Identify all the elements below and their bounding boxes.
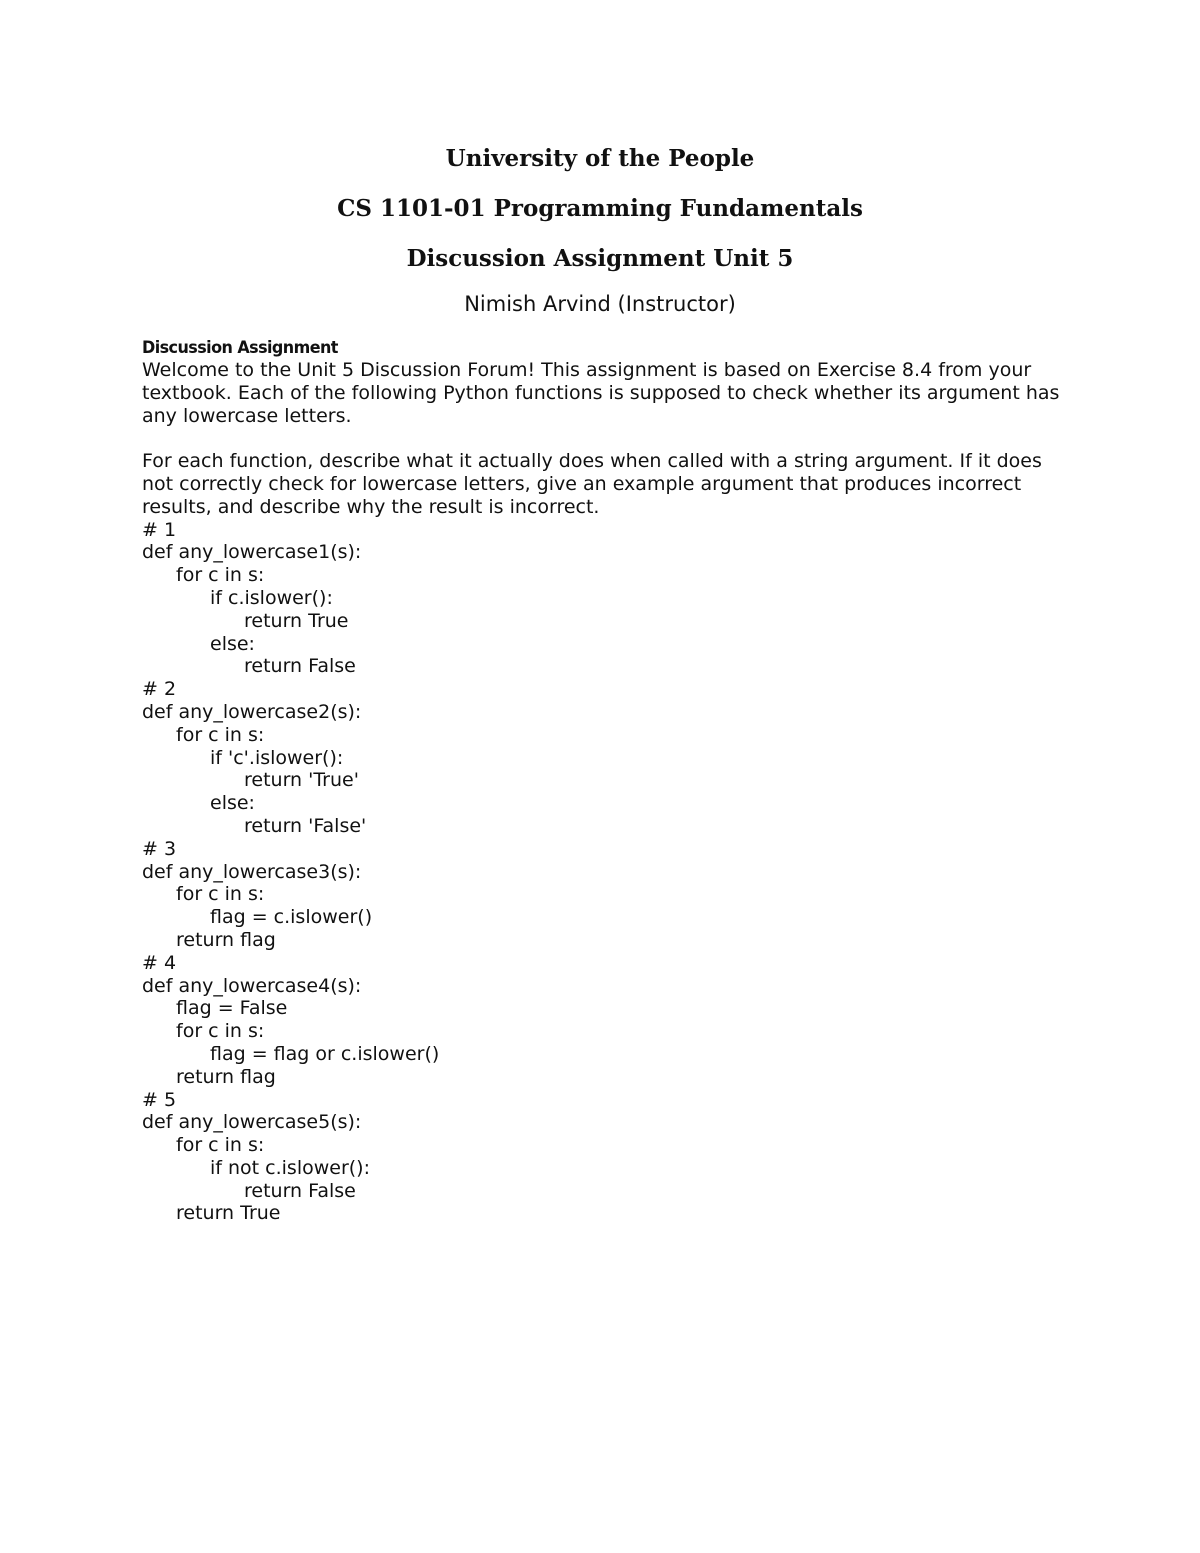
code-line: for c in s: bbox=[176, 883, 265, 906]
code-line: return 'False' bbox=[244, 814, 367, 837]
code-def-3: def any_lowercase3(s): bbox=[142, 860, 362, 883]
code-line: return flag bbox=[176, 928, 276, 951]
assignment-title: Discussion Assignment Unit 5 bbox=[406, 245, 794, 272]
code-line: if 'c'.islower(): bbox=[210, 746, 344, 769]
code-line: flag = c.islower() bbox=[210, 906, 373, 929]
code-listing bbox=[142, 519, 1062, 1226]
code-def-2: def any_lowercase2(s): bbox=[142, 700, 362, 723]
code-line: return flag bbox=[176, 1065, 276, 1088]
code-line: flag = flag or c.islower() bbox=[210, 1042, 440, 1065]
paragraph-spacer bbox=[142, 427, 1062, 450]
code-comment-5: # 5 bbox=[142, 1088, 177, 1111]
code-comment-4: # 4 bbox=[142, 951, 177, 974]
code-line: else: bbox=[210, 632, 255, 655]
code-comment-2: # 2 bbox=[142, 678, 177, 701]
code-comment-3: # 3 bbox=[142, 837, 177, 860]
code-line: flag = False bbox=[176, 997, 288, 1020]
code-def-1: def any_lowercase1(s): bbox=[142, 541, 362, 564]
code-line: return False bbox=[244, 1179, 356, 1202]
code-line: return 'True' bbox=[244, 769, 359, 792]
university-title: University of the People bbox=[445, 145, 755, 172]
instructor-name: Nimish Arvind (Instructor) bbox=[464, 292, 736, 316]
assignment-body bbox=[142, 337, 1062, 1225]
code-line: for c in s: bbox=[176, 723, 265, 746]
code-line: for c in s: bbox=[176, 564, 265, 587]
section-heading: Discussion Assignment bbox=[142, 338, 338, 358]
course-title: CS 1101-01 Programming Fundamentals bbox=[337, 195, 863, 222]
code-line: return False bbox=[244, 655, 356, 678]
code-line: for c in s: bbox=[176, 1020, 265, 1043]
intro-paragraph: Welcome to the Unit 5 Discussion Forum! This assignment is based on Exercise 8.4 from your textbook. Each of the following Python functions is supposed to check whether its argument has any lowercase letters. bbox=[142, 359, 1060, 427]
code-line: return True bbox=[176, 1202, 281, 1225]
code-line: for c in s: bbox=[176, 1134, 265, 1157]
code-line: return True bbox=[244, 609, 349, 632]
code-line: else: bbox=[210, 792, 255, 815]
code-def-4: def any_lowercase4(s): bbox=[142, 974, 362, 997]
code-def-5: def any_lowercase5(s): bbox=[142, 1111, 362, 1134]
code-line: if not c.islower(): bbox=[210, 1156, 370, 1179]
code-comment-1: # 1 bbox=[142, 518, 177, 541]
code-line: if c.islower(): bbox=[210, 586, 333, 609]
instructions-paragraph: For each function, describe what it actually does when called with a string argument. If it does not correctly check for lowercase letters, give an example argument that produces incorrect results, and describe why the result is incorrect. bbox=[142, 450, 1042, 518]
